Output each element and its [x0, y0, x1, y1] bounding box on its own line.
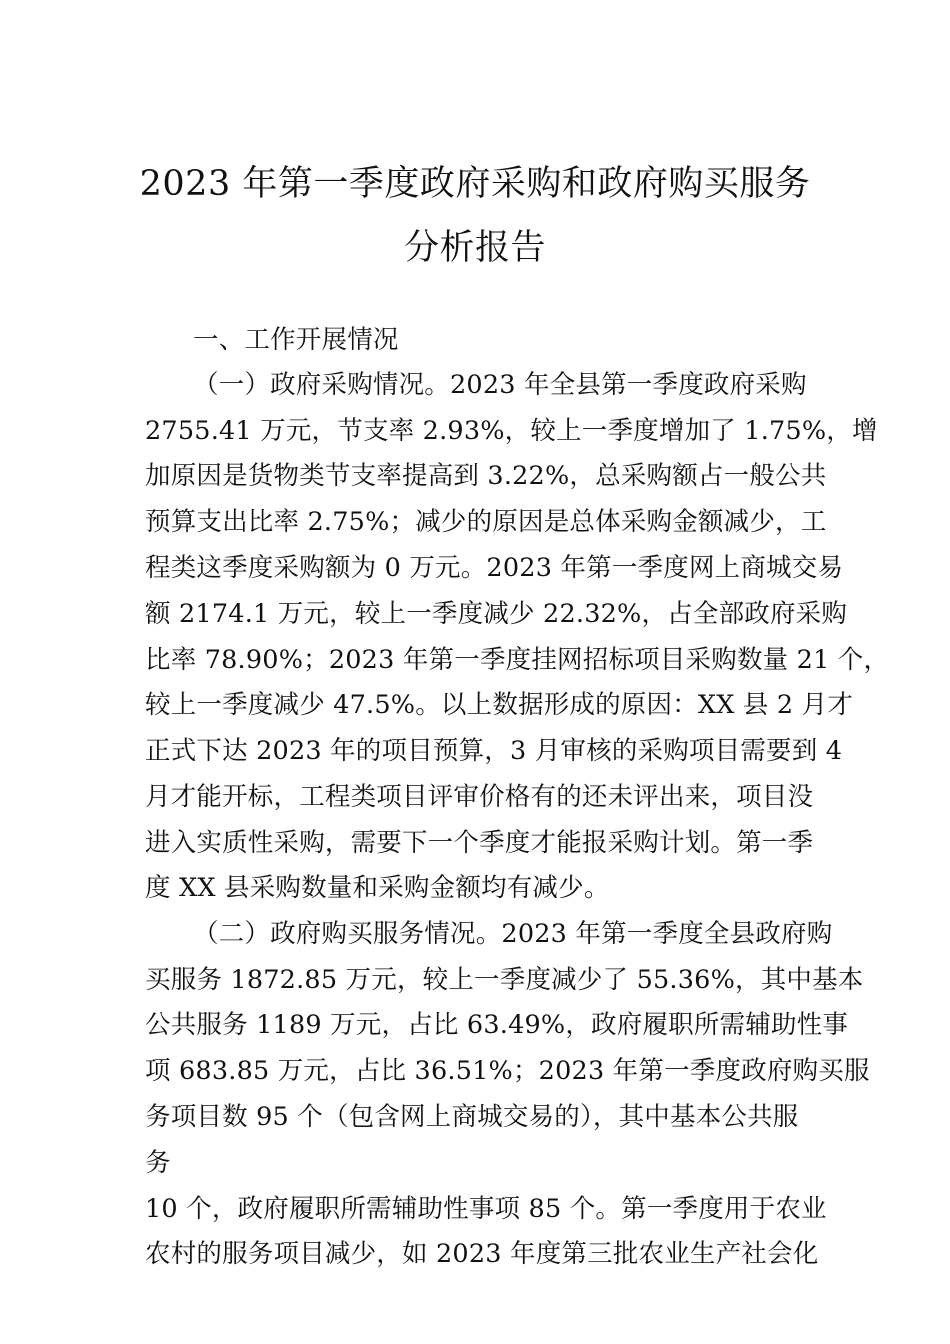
document-title-line-2: 分析报告: [403, 228, 546, 268]
paragraph-line: 务: [145, 1148, 171, 1178]
paragraph-line: 农村的服务项目减少，如 2023 年度第三批农业生产社会化: [145, 1239, 819, 1269]
paragraph-line: 公共服务 1189 万元，占比 63.49%，政府履职所需辅助性事: [145, 1010, 849, 1040]
paragraph-line: 额 2174.1 万元，较上一季度减少 22.32%，占全部政府采购: [145, 599, 848, 629]
paragraph-line: 进入实质性采购，需要下一个季度才能报采购计划。第一季: [145, 828, 814, 858]
paragraph-line: （一）政府采购情况。2023 年全县第一季度政府采购: [193, 370, 807, 400]
paragraph-line: 正式下达 2023 年的项目预算，3 月审核的采购项目需要到 4: [145, 736, 843, 766]
paragraph-line: 买服务 1872.85 万元，较上一季度减少了 55.36%，其中基本: [145, 965, 864, 995]
paragraph-line: 度 XX 县采购数量和采购金额均有减少。: [145, 873, 610, 903]
paragraph-line: （二）政府购买服务情况。2023 年第一季度全县政府购: [193, 919, 833, 949]
paragraph-line: 较上一季度减少 47.5%。以上数据形成的原因：XX 县 2 月才: [145, 690, 854, 720]
document-title-line-1: 2023 年第一季度政府采购和政府购买服务: [139, 164, 811, 204]
section-heading: 一、工作开展情况: [193, 325, 399, 355]
paragraph-line: 加原因是货物类节支率提高到 3.22%，总采购额占一般公共: [145, 461, 827, 491]
paragraph-line: 程类这季度采购额为 0 万元。2023 年第一季度网上商城交易: [145, 553, 844, 583]
paragraph-line: 预算支出比率 2.75%；减少的原因是总体采购金额减少，工: [145, 507, 827, 537]
paragraph-line: 项 683.85 万元，占比 36.51%；2023 年第一季度政府购买服: [145, 1056, 870, 1086]
paragraph-line: 月才能开标，工程类项目评审价格有的还未评出来，项目没: [145, 782, 814, 812]
paragraph-line: 比率 78.90%；2023 年第一季度挂网招标项目采购数量 21 个，: [145, 645, 890, 675]
paragraph-line: 务项目数 95 个（包含网上商城交易的），其中基本公共服: [145, 1102, 799, 1132]
paragraph-line: 2755.41 万元，节支率 2.93%，较上一季度增加了 1.75%，增: [145, 416, 878, 446]
paragraph-line: 10 个，政府履职所需辅助性事项 85 个。第一季度用于农业: [145, 1194, 827, 1224]
